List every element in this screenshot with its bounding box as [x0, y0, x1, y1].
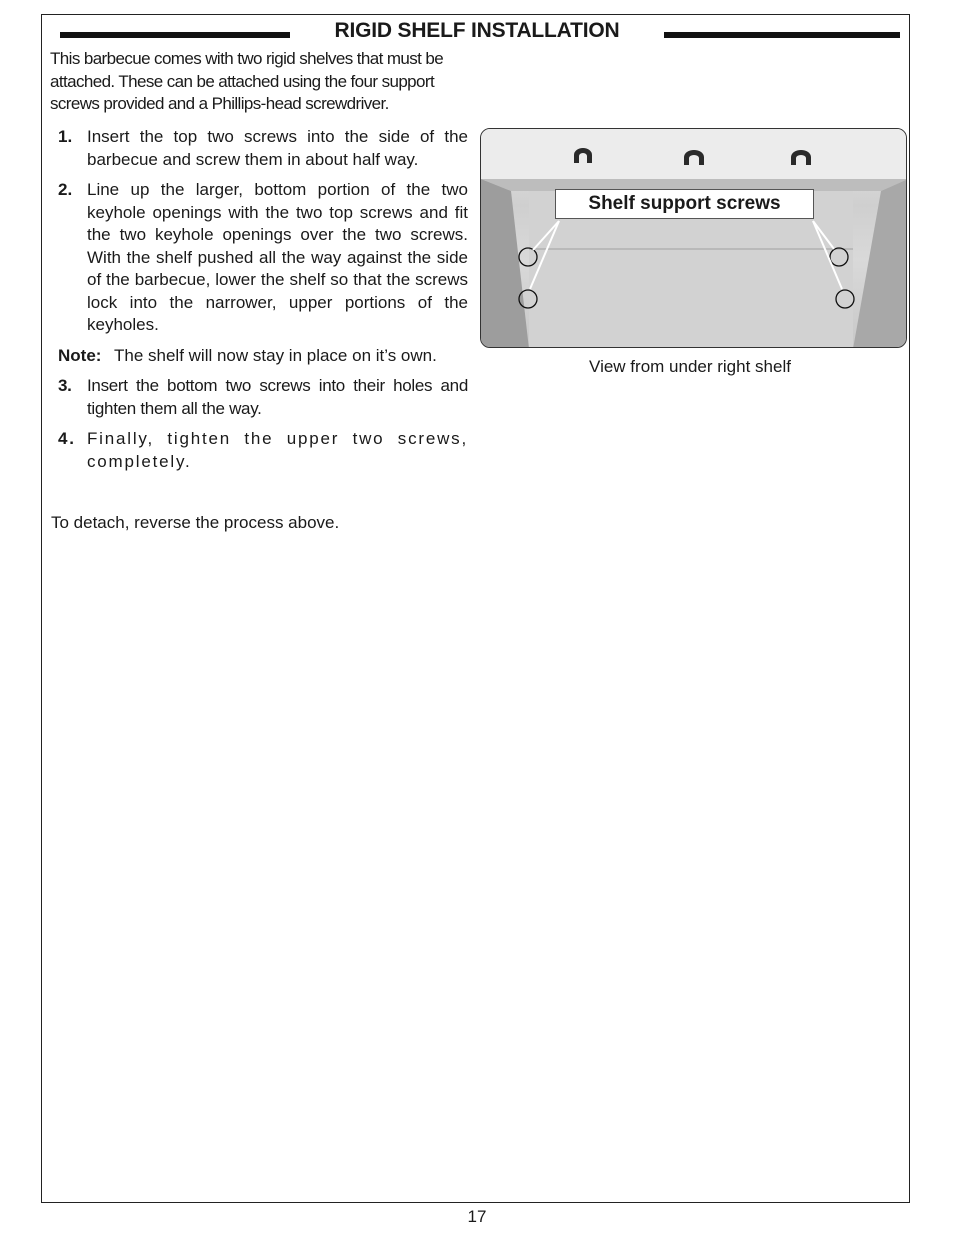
shelf-illustration [481, 129, 907, 348]
step-text: Line up the larger, bottom portion of the two keyhole openings with the two top screws and fit the two keyhole openings over the two screws. With the shelf pushed all the way against the side of the barbecue, lower the shelf so that the screws lock into the narrower, upper portions of the keyholes. [87, 180, 468, 334]
step-number: 2. [58, 180, 73, 199]
note-label: Note: [58, 345, 102, 365]
step-number: 3. [58, 376, 72, 395]
step-3 [58, 375, 468, 420]
step-number: 1. [58, 127, 73, 146]
title-rule-left [60, 32, 290, 38]
title-rule-right [664, 32, 900, 38]
shelf-underside-photo [480, 128, 907, 348]
detach-instruction: To detach, reverse the process above. [51, 513, 340, 532]
figure-caption: View from under right shelf [589, 357, 791, 376]
page-number: 17 [467, 1207, 487, 1226]
section-title: RIGID SHELF INSTALLATION [334, 19, 620, 42]
callout-label: Shelf support screws [555, 189, 814, 219]
intro-paragraph: This barbecue comes with two rigid shelves that must be attached. These can be attached using the four support screws provided and a Phillips-head screwdriver. [50, 49, 444, 113]
step-2 [58, 179, 468, 337]
note-text: The shelf will now stay in place on it’s own. [114, 345, 437, 365]
step-text: Insert the bottom two screws into their holes and tighten them all the way. [87, 376, 468, 418]
note [58, 345, 468, 368]
step-text: Finally, tighten the upper two screws, completely. [87, 429, 468, 471]
step-number: 4. [58, 429, 76, 448]
instruction-steps [58, 126, 468, 481]
step-text: Insert the top two screws into the side of the barbecue and screw them in about half way. [87, 127, 468, 169]
step-1 [58, 126, 468, 171]
step-4 [58, 428, 468, 473]
shelf-right-side [853, 179, 907, 348]
